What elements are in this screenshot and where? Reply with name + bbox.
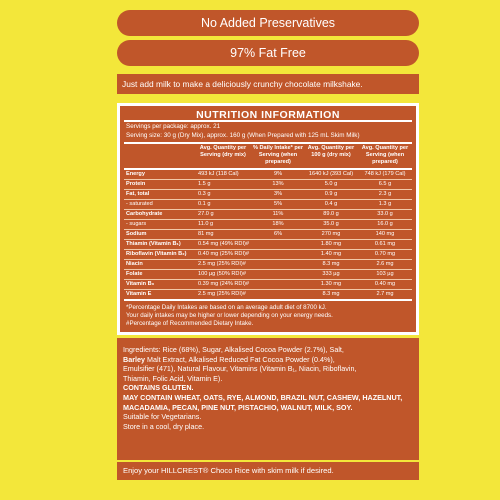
nutrient-label: Vitamin E [124,290,194,301]
per-100g: 1640 kJ (393 Cal) [304,169,358,180]
nutrient-label: Riboflavin (Vitamin B₂) [124,250,194,260]
daily-intake [252,250,304,260]
per-serving-prepared: 2.3 g [358,190,412,200]
per-serving-prepared: 6.5 g [358,180,412,190]
per-serving-dry: 81 mg [194,230,252,240]
per-serving-dry: 0.1 g [194,200,252,210]
per-100g: 8.3 mg [304,290,358,301]
nutrition-row [124,260,412,270]
per-serving-dry: 0.39 mg (24% RDI)# [194,280,252,290]
per-serving-dry: 11.0 g [194,220,252,230]
nutrient-label: Fat, total [124,190,194,200]
daily-intake: 3% [252,190,304,200]
claim-no-preservatives: No Added Preservatives [117,10,419,36]
daily-intake [252,240,304,250]
per-100g: 333 µg [304,270,358,280]
per-serving-dry: 0.40 mg (25% RDI)# [194,250,252,260]
ingredients-panel [117,338,419,460]
nutrition-row [124,190,412,200]
per-serving-prepared: 16.0 g [358,220,412,230]
per-serving-prepared: 0.61 mg [358,240,412,250]
daily-intake: 18% [252,220,304,230]
nutrient-label: Vitamin B₆ [124,280,194,290]
nutrient-label: Energy [124,169,194,180]
serving-size: Serving size: 30 g (Dry Mix), approx. 160 g (When Prepared with 125 mL Skim Milk) [126,132,360,139]
per-serving-prepared: 33.0 g [358,210,412,220]
nutrition-row [124,280,412,290]
nutrient-label: Thiamin (Vitamin B₁) [124,240,194,250]
vegetarian-note: Suitable for Vegetarians. [123,412,202,422]
per-serving-dry: 0.3 g [194,190,252,200]
nutrient-label: Niacin [124,260,194,270]
nutrient-label: - sugars [124,220,194,230]
tagline: Just add milk to make a deliciously crunchy chocolate milkshake. [117,74,419,94]
per-100g: 8.3 mg [304,260,358,270]
per-100g: 35.0 g [304,220,358,230]
per-serving-dry: 0.54 mg (49% RDI)# [194,240,252,250]
per-serving-dry: 2.5 mg (25% RDI)# [194,290,252,301]
contains-gluten: CONTAINS GLUTEN. [123,383,194,393]
per-100g: 89.0 g [304,210,358,220]
nutrition-row [124,169,412,180]
nutrition-row [124,250,412,260]
barley-bold: Barley [123,354,145,364]
per-serving-dry: 2.5 mg (25% RDI)# [194,260,252,270]
servings-per-package: Servings per package: approx. 21 [126,123,221,130]
ingredients-line: Ingredients: Rice (68%), Sugar, Alkalised Cocoa Powder (2.7%), Salt, [123,345,344,354]
nutrient-label: Sodium [124,230,194,240]
per-serving-prepared: 2.6 mg [358,260,412,270]
per-100g: 1.80 mg [304,240,358,250]
per-serving-prepared: 0.70 mg [358,250,412,260]
per-100g: 0.4 g [304,200,358,210]
daily-intake [252,270,304,280]
column-header [124,143,194,169]
per-100g: 5.0 g [304,180,358,190]
daily-intake [252,280,304,290]
per-100g: 0.9 g [304,190,358,200]
daily-intake: 9% [252,169,304,180]
nutrition-row [124,220,412,230]
ingredients-line: Emulsifier (471), Natural Flavour, Vitamins (Vitamin B₁, Niacin, Riboflavin, [123,364,357,374]
nutrition-footnotes [120,301,416,332]
nutrient-label: Folate [124,270,194,280]
ingredients-line-rest: Malt Extract, Alkalised Reduced Fat Cocoa Powder (0.4%), [144,354,335,364]
nutrition-row [124,200,412,210]
per-serving-dry: 493 kJ (118 Cal) [194,169,252,180]
nutrient-label: - saturated [124,200,194,210]
footnote: Your daily intakes may be higher or lower depending on your energy needs. [126,312,333,320]
nutrition-title: NUTRITION INFORMATION [124,106,412,122]
per-serving-dry: 100 µg (50% RDI)# [194,270,252,280]
per-serving-prepared: 1.3 g [358,200,412,210]
nutrient-label: Protein [124,180,194,190]
per-serving-prepared: 2.7 mg [358,290,412,301]
nutrition-row [124,230,412,240]
nutrient-label: Carbohydrate [124,210,194,220]
ingredients-line [123,355,413,365]
daily-intake [252,290,304,301]
nutrition-row [124,270,412,280]
per-100g: 270 mg [304,230,358,240]
daily-intake: 6% [252,230,304,240]
claim-fat-free: 97% Fat Free [117,40,419,66]
per-serving-dry: 1.5 g [194,180,252,190]
ingredients-line: Thiamin, Folic Acid, Vitamin E). [123,373,223,383]
daily-intake: 13% [252,180,304,190]
daily-intake: 11% [252,210,304,220]
per-serving-prepared: 140 mg [358,230,412,240]
nutrition-table [124,142,412,301]
nutrition-row [124,210,412,220]
storage-note: Store in a cool, dry place. [123,421,205,431]
footnote: *Percentage Daily Intakes are based on an average adult diet of 8700 kJ. [126,304,327,311]
nutrition-row [124,240,412,250]
column-header: Avg. Quantity per Serving (when prepared) [358,143,412,169]
per-serving-prepared: 0.40 mg [358,280,412,290]
column-header: % Daily Intake* per Serving (when prepared) [252,143,304,169]
footnote: #Percentage of Recommended Dietary Intake. [126,320,254,328]
per-serving-prepared: 748 kJ (179 Cal) [358,169,412,180]
daily-intake [252,260,304,270]
per-serving-dry: 27.0 g [194,210,252,220]
nutrition-row [124,290,412,301]
serving-suggestion: Enjoy your HILLCREST® Choco Rice with skim milk if desired. [117,462,419,480]
nutrition-panel [117,103,419,335]
daily-intake: 5% [252,200,304,210]
per-100g: 1.40 mg [304,250,358,260]
column-header: Avg. Quantity per 100 g (dry mix) [304,143,358,169]
per-serving-prepared: 103 µg [358,270,412,280]
column-header: Avg. Quantity per Serving (dry mix) [194,143,252,169]
may-contain: MAY CONTAIN WHEAT, OATS, RYE, ALMOND, BRAZIL NUT, CASHEW, HAZELNUT, MACADAMIA, PECAN, PINE NUT, PISTACHIO, WALNUT, MILK, SOY. [123,392,403,412]
per-100g: 1.30 mg [304,280,358,290]
nutrition-row [124,180,412,190]
